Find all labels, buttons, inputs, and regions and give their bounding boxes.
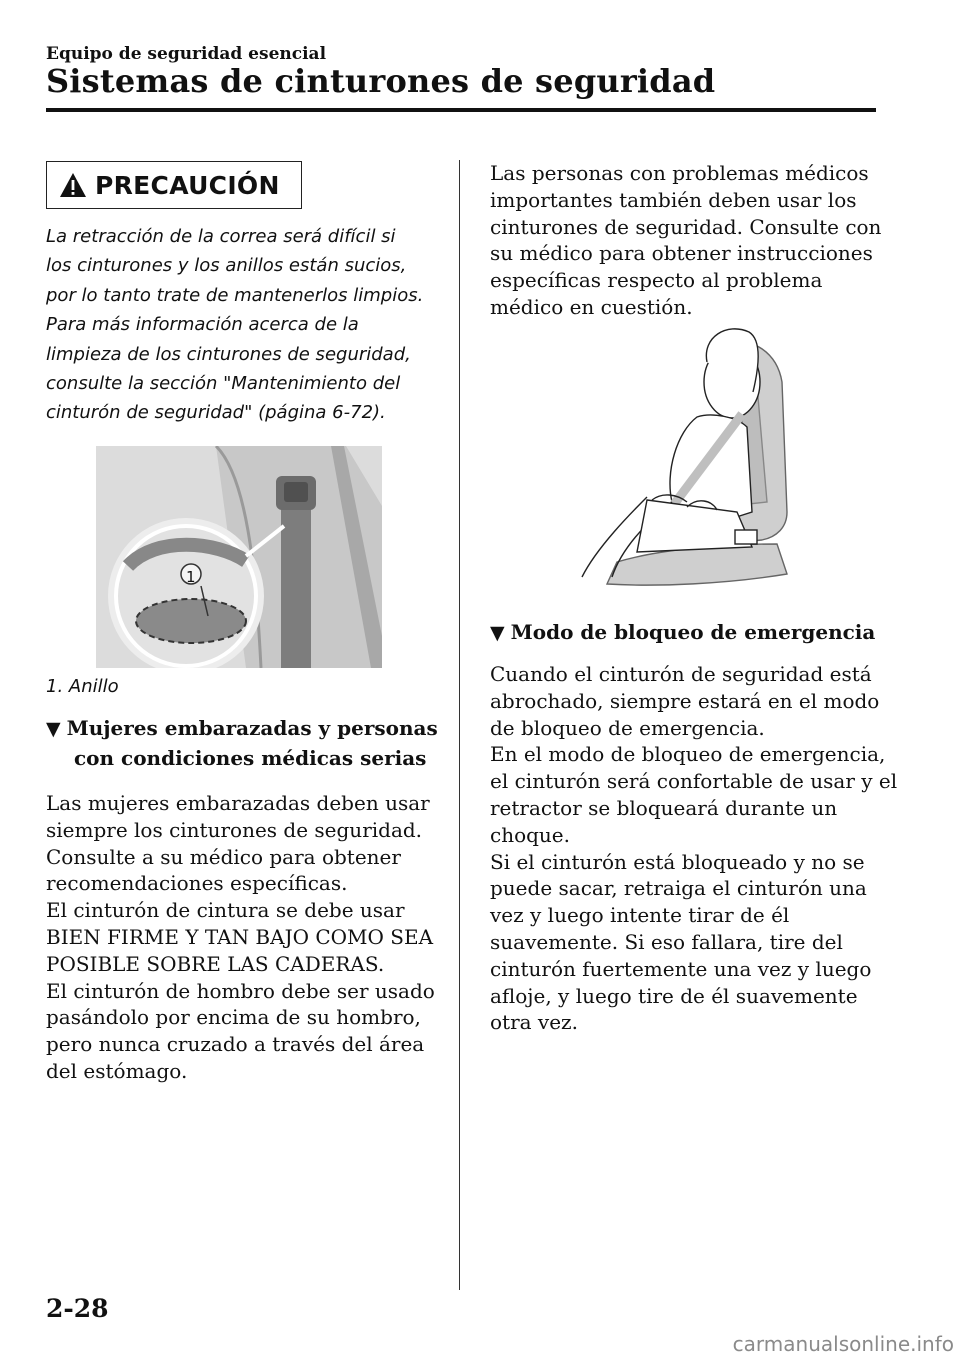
section-label: Equipo de seguridad esencial — [46, 44, 327, 64]
page-number: 2-28 — [46, 1294, 109, 1323]
page-title: Sistemas de cinturones de seguridad — [46, 62, 716, 100]
title-rule — [46, 108, 876, 112]
warning-triangle-icon — [59, 172, 87, 198]
seatbelt-ring-figure — [96, 446, 382, 668]
section-heading-emergency-lock — [490, 618, 890, 648]
caution-box — [46, 161, 302, 209]
heading-text: Modo de bloqueo de emergencia — [510, 620, 876, 644]
caution-text: La retracción de la correa será difícil si los cinturones y los anillos están sucios, por lo tanto trate de mantenerlos limpios. Para más información acerca de la limpieza de los cinturones de seguridad, consulte la sección "Mantenimiento del cinturón de seguridad" (página 6-72). — [46, 226, 424, 424]
callout-number: 1 — [186, 568, 196, 586]
paragraph: Si el cinturón está bloqueado y no se puede sacar, retraiga el cinturón una vez y luego intente tirar de él suavemente. Si eso fallara, tire del cinturón fuertemente una vez y luego afloje, y luego tire de él suavemente otra vez. — [490, 849, 872, 1035]
paragraph: El cinturón de hombro debe ser usado pasándolo por encima de su hombro, pero nunca cruzado a través del área del estómago. — [46, 978, 435, 1083]
pregnant-woman-seatbelt-figure — [577, 322, 793, 592]
section-heading-pregnant — [46, 714, 464, 774]
section-body-emergency-lock — [490, 661, 900, 1036]
figure-caption: 1. Anillo — [46, 676, 119, 697]
section-body-pregnant — [46, 790, 446, 1085]
heading-text: Mujeres embarazadas y personas con condiciones médicas serias — [66, 716, 438, 771]
watermark[interactable]: carmanualsonline.info — [732, 1332, 954, 1356]
caution-label: PRECAUCIÓN — [95, 170, 280, 200]
paragraph: Cuando el cinturón de seguridad está abrochado, siempre estará en el modo de bloqueo de emergencia. — [490, 662, 880, 740]
paragraph: El cinturón de cintura se debe usar BIEN FIRME Y TAN BAJO COMO SEA POSIBLE SOBRE LAS CADERAS. — [46, 898, 434, 976]
paragraph: En el modo de bloqueo de emergencia, el cinturón será confortable de usar y el retractor se bloqueará durante un choque. — [490, 742, 898, 847]
paragraph: Las mujeres embarazadas deben usar siempre los cinturones de seguridad. Consulte a su médico para obtener recomendaciones específicas. — [46, 791, 430, 896]
paragraph-continued: Las personas con problemas médicos importantes también deben usar los cinturones de seguridad. Consulte con su médico para obtener instrucciones específicas respecto al problema médico en cuestión. — [490, 161, 882, 319]
heading-marker-icon: ▼ — [46, 718, 61, 740]
heading-marker-icon: ▼ — [490, 622, 505, 644]
